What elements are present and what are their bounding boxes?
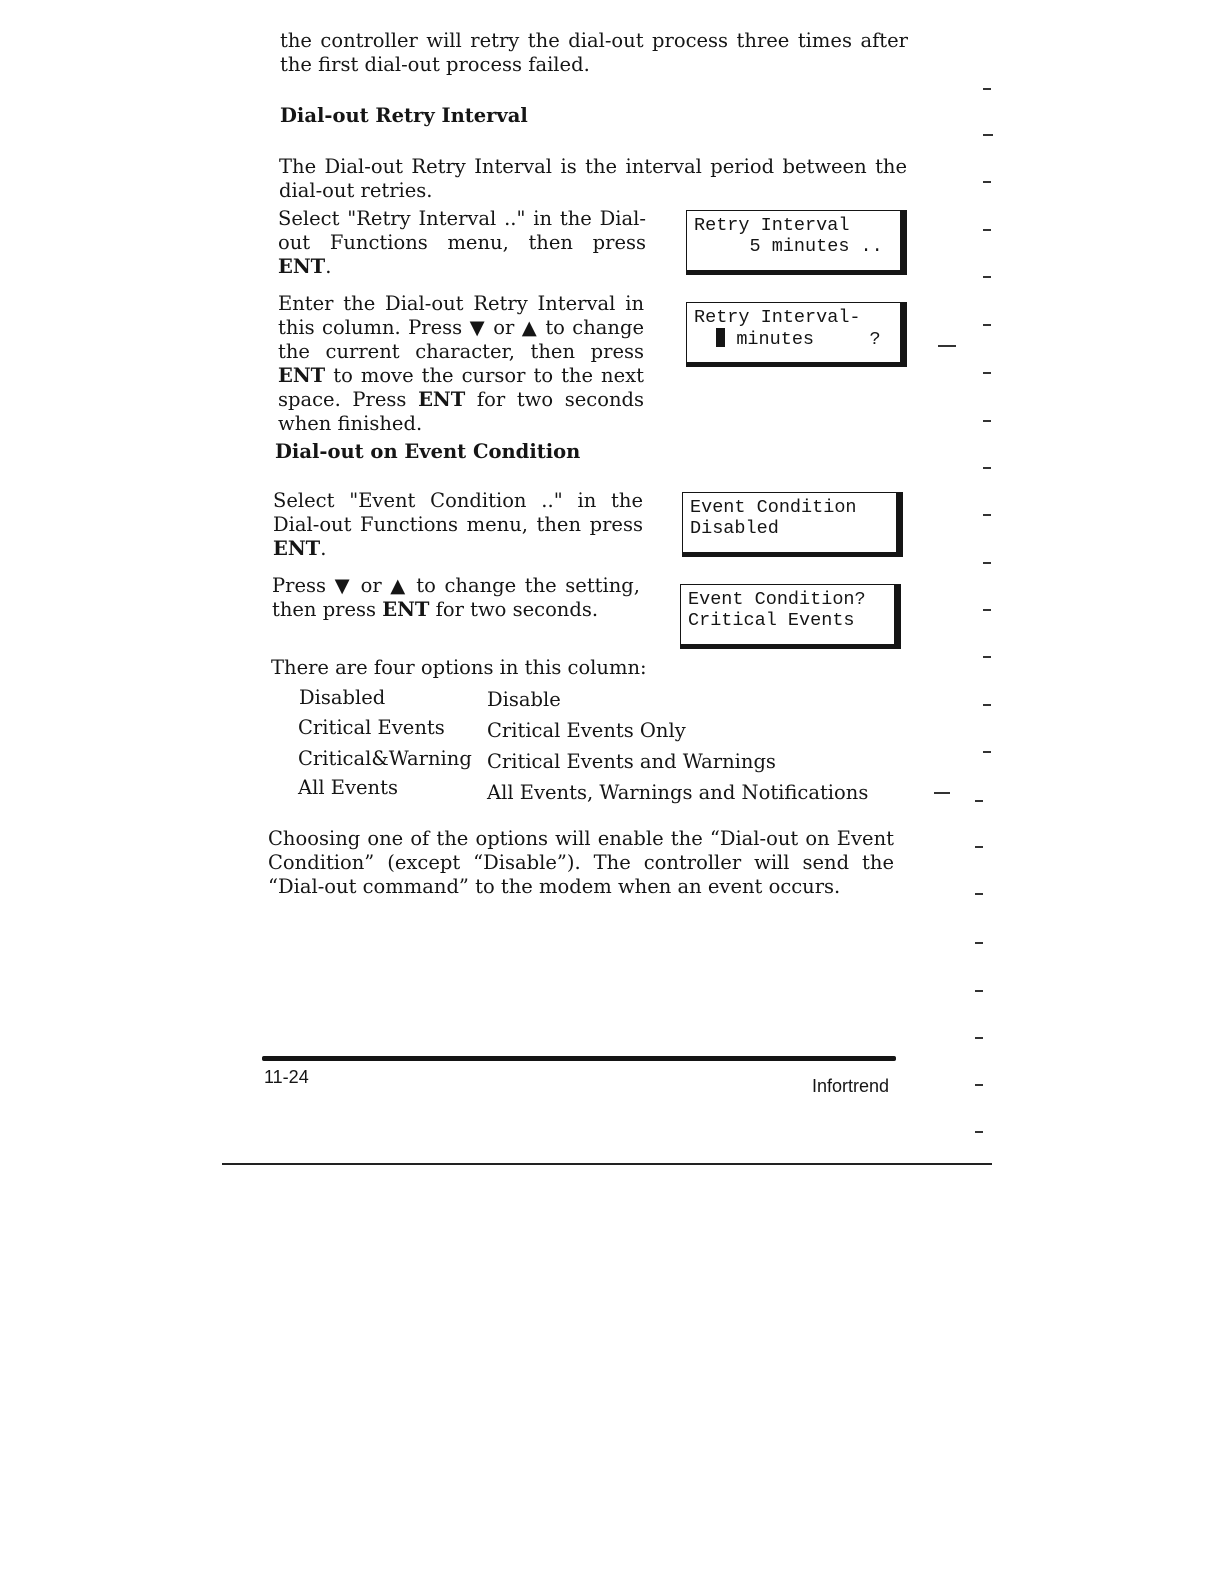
event-select-instruction: Select "Event Condition .." in the Dial-out Functions menu, then press ENT. xyxy=(273,489,643,560)
lcd-retry-interval-menu xyxy=(686,210,907,275)
ent-key-label: ENT xyxy=(278,364,326,387)
option-name: Critical&Warning xyxy=(298,747,472,770)
closing-paragraph: Choosing one of the options will enable the “Dial-out on Event Condition” (except “Disable”). The controller will send the “Dial-out command” to the modem when an event occurs. xyxy=(268,827,894,898)
event-condition-heading: Dial-out on Event Condition xyxy=(275,440,581,463)
footer-brand: Infortrend xyxy=(812,1076,890,1096)
down-arrow-icon: ▼ xyxy=(334,574,353,597)
page-edge-rule xyxy=(222,1163,992,1165)
option-name: All Events xyxy=(298,776,398,799)
lcd-retry-interval-edit xyxy=(686,302,907,367)
retry-interval-description: The Dial-out Retry Interval is the interval period between the dial-out retries. xyxy=(279,155,907,202)
lcd-event-condition-edit xyxy=(680,584,901,649)
lcd-line-1: Event Condition? xyxy=(688,589,866,610)
footer-rule xyxy=(262,1056,896,1061)
up-arrow-icon: ▲ xyxy=(390,574,408,597)
ent-key-label: ENT xyxy=(278,255,326,278)
page-number: 11-24 xyxy=(264,1067,309,1087)
retry-enter-instruction: Enter the Dial-out Retry Interval in this column. Press ▼ or ▲ to change the current character, then press ENT to move the cursor to the next space. Press ENT for two seconds when finished. xyxy=(278,292,644,435)
retry-select-instruction: Select "Retry Interval .." in the Dial-out Functions menu, then press ENT. xyxy=(278,207,646,278)
lcd-event-condition-menu xyxy=(682,492,903,557)
lcd-line-1: Event Condition xyxy=(690,497,857,518)
intro-paragraph: the controller will retry the dial-out process three times after the first dial-out process failed. xyxy=(280,29,908,76)
ent-key-label: ENT xyxy=(418,388,466,411)
retry-interval-heading: Dial-out Retry Interval xyxy=(280,104,528,127)
option-description: Disable xyxy=(487,688,561,711)
option-description: Critical Events Only xyxy=(487,719,686,742)
ent-key-label: ENT xyxy=(382,598,430,621)
options-intro: There are four options in this column: xyxy=(271,656,647,679)
lcd-line-2: Disabled xyxy=(690,518,779,539)
option-name: Disabled xyxy=(299,686,386,709)
lcd-line-2: Critical Events xyxy=(688,610,855,631)
cursor-block-icon xyxy=(716,328,725,347)
lcd-line-2: 5 minutes .. xyxy=(694,236,883,257)
option-description: Critical Events and Warnings xyxy=(487,750,776,773)
lcd-line-1: Retry Interval- xyxy=(694,307,861,328)
option-description: All Events, Warnings and Notifications xyxy=(487,781,869,804)
ent-key-label: ENT xyxy=(273,537,321,560)
down-arrow-icon: ▼ xyxy=(469,316,486,339)
event-press-instruction: Press ▼ or ▲ to change the setting, then press ENT for two seconds. xyxy=(272,574,640,621)
lcd-line-2: minutes ? xyxy=(694,328,892,350)
option-name: Critical Events xyxy=(298,716,445,739)
lcd-line-1: Retry Interval xyxy=(694,215,850,236)
up-arrow-icon: ▲ xyxy=(521,316,538,339)
